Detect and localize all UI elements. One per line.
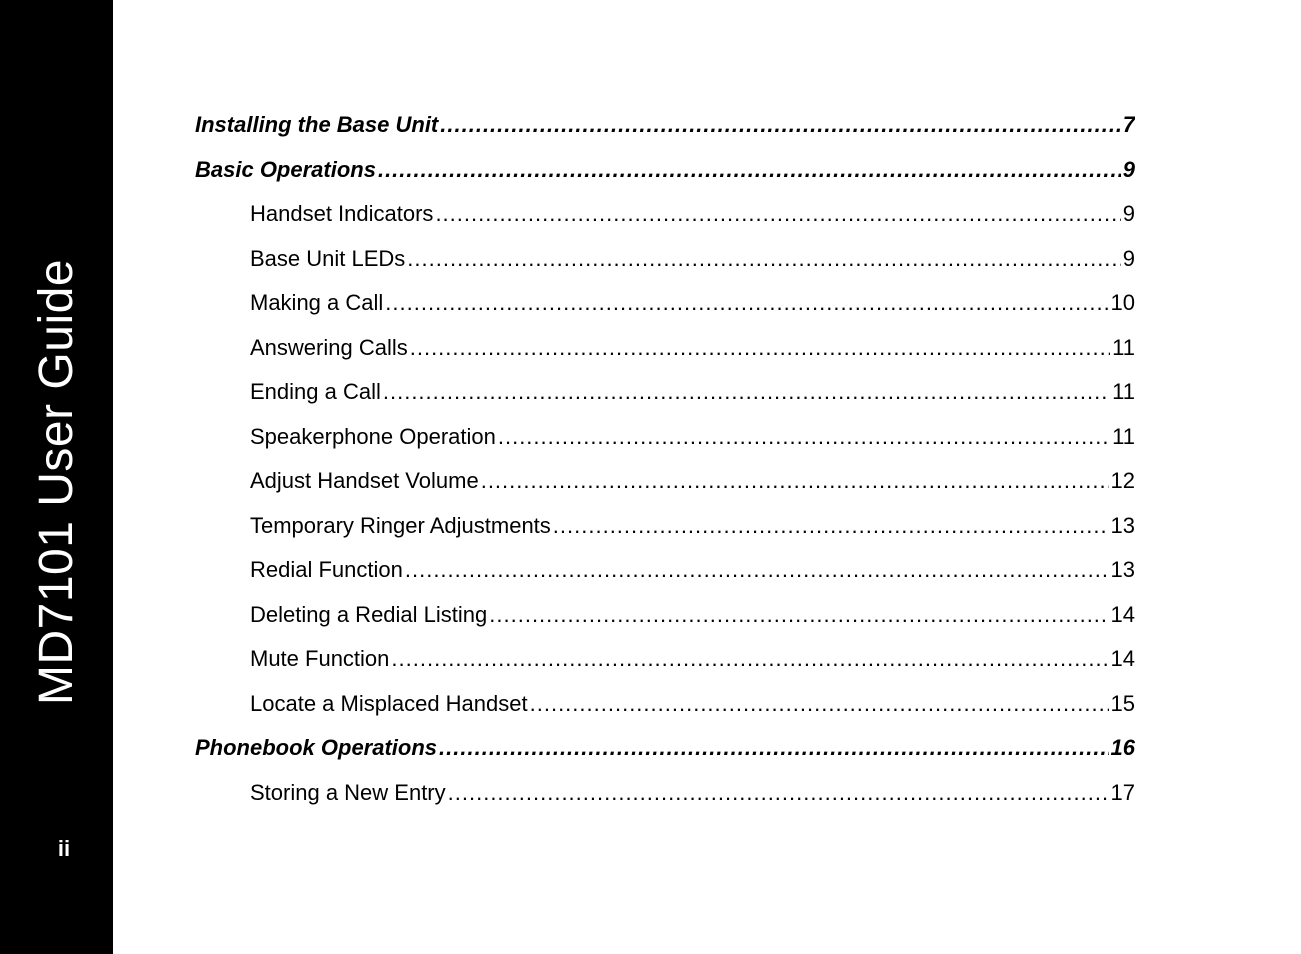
toc-page-number: 14 bbox=[1110, 646, 1135, 671]
document-title: MD7101 User Guide bbox=[30, 258, 83, 706]
toc-leader bbox=[391, 637, 1108, 682]
page-number: ii bbox=[57, 836, 71, 861]
toc-page-number: 14 bbox=[1110, 601, 1135, 627]
toc-entry-adjust-handset-volume[interactable] bbox=[195, 459, 1135, 504]
toc-leader bbox=[435, 192, 1120, 237]
side-title-wrap bbox=[0, 0, 113, 954]
toc-title: Redial Function bbox=[250, 557, 403, 582]
toc-title: Locate a Misplaced Handset bbox=[250, 690, 528, 716]
table-of-contents bbox=[195, 103, 1135, 815]
toc-page-number: 9 bbox=[1122, 245, 1135, 271]
toc-leader bbox=[405, 548, 1109, 593]
toc-title: Mute Function bbox=[250, 646, 390, 671]
toc-page-number: 9 bbox=[1122, 201, 1135, 226]
toc-page-number: 10 bbox=[1110, 290, 1135, 315]
toc-entry-base-unit-leds[interactable] bbox=[195, 237, 1135, 282]
toc-entry-storing-a-new-entry[interactable] bbox=[195, 771, 1135, 816]
toc-title: Basic Operations bbox=[195, 156, 376, 182]
toc-title: Temporary Ringer Adjustments bbox=[250, 512, 551, 538]
toc-entry-speakerphone-operation[interactable] bbox=[195, 415, 1135, 460]
toc-page-number: 13 bbox=[1110, 512, 1135, 538]
toc-title: Installing the Base Unit bbox=[195, 112, 439, 137]
toc-entry-handset-indicators[interactable] bbox=[195, 192, 1135, 237]
toc-page-number: 11 bbox=[1112, 379, 1135, 404]
toc-page-number: 16 bbox=[1110, 735, 1135, 760]
toc-leader bbox=[498, 415, 1110, 460]
toc-page-number: 7 bbox=[1122, 112, 1135, 137]
toc-section-basic-operations[interactable] bbox=[195, 148, 1135, 193]
toc-page-number: 17 bbox=[1110, 779, 1135, 805]
toc-section-phonebook-operations[interactable] bbox=[195, 726, 1135, 771]
toc-leader bbox=[410, 326, 1110, 371]
toc-entry-redial-function[interactable] bbox=[195, 548, 1135, 593]
toc-page-number: 11 bbox=[1112, 334, 1135, 360]
toc-title: Deleting a Redial Listing bbox=[250, 601, 488, 627]
toc-title: Answering Calls bbox=[250, 334, 408, 360]
toc-title: Phonebook Operations bbox=[195, 735, 438, 760]
toc-title: Adjust Handset Volume bbox=[250, 468, 479, 493]
toc-page-number: 13 bbox=[1110, 557, 1135, 582]
toc-title: Ending a Call bbox=[250, 379, 381, 404]
toc-leader bbox=[439, 726, 1108, 771]
toc-page-number: 11 bbox=[1112, 423, 1135, 449]
toc-section-installing-base-unit[interactable] bbox=[195, 103, 1135, 148]
toc-leader bbox=[385, 281, 1108, 326]
toc-title: Handset Indicators bbox=[250, 201, 434, 226]
toc-entry-temporary-ringer-adjustments[interactable] bbox=[195, 504, 1135, 549]
toc-entry-locate-a-misplaced-handset[interactable] bbox=[195, 682, 1135, 727]
toc-leader bbox=[440, 103, 1120, 148]
toc-title: Speakerphone Operation bbox=[250, 423, 496, 449]
toc-leader bbox=[383, 370, 1110, 415]
toc-leader bbox=[448, 771, 1109, 816]
toc-title: Making a Call bbox=[250, 290, 384, 315]
toc-entry-ending-a-call[interactable] bbox=[195, 370, 1135, 415]
toc-leader bbox=[553, 504, 1109, 549]
toc-entry-mute-function[interactable] bbox=[195, 637, 1135, 682]
toc-leader bbox=[378, 148, 1121, 193]
toc-entry-making-a-call[interactable] bbox=[195, 281, 1135, 326]
toc-page-number: 15 bbox=[1110, 690, 1135, 716]
toc-entry-deleting-a-redial-listing[interactable] bbox=[195, 593, 1135, 638]
toc-leader bbox=[489, 593, 1108, 638]
toc-page-number: 12 bbox=[1110, 468, 1135, 493]
toc-entry-answering-calls[interactable] bbox=[195, 326, 1135, 371]
toc-page-number: 9 bbox=[1122, 156, 1135, 182]
toc-leader bbox=[481, 459, 1109, 504]
toc-leader bbox=[407, 237, 1120, 282]
toc-title: Storing a New Entry bbox=[250, 779, 446, 805]
toc-title: Base Unit LEDs bbox=[250, 245, 406, 271]
toc-leader bbox=[530, 682, 1109, 727]
